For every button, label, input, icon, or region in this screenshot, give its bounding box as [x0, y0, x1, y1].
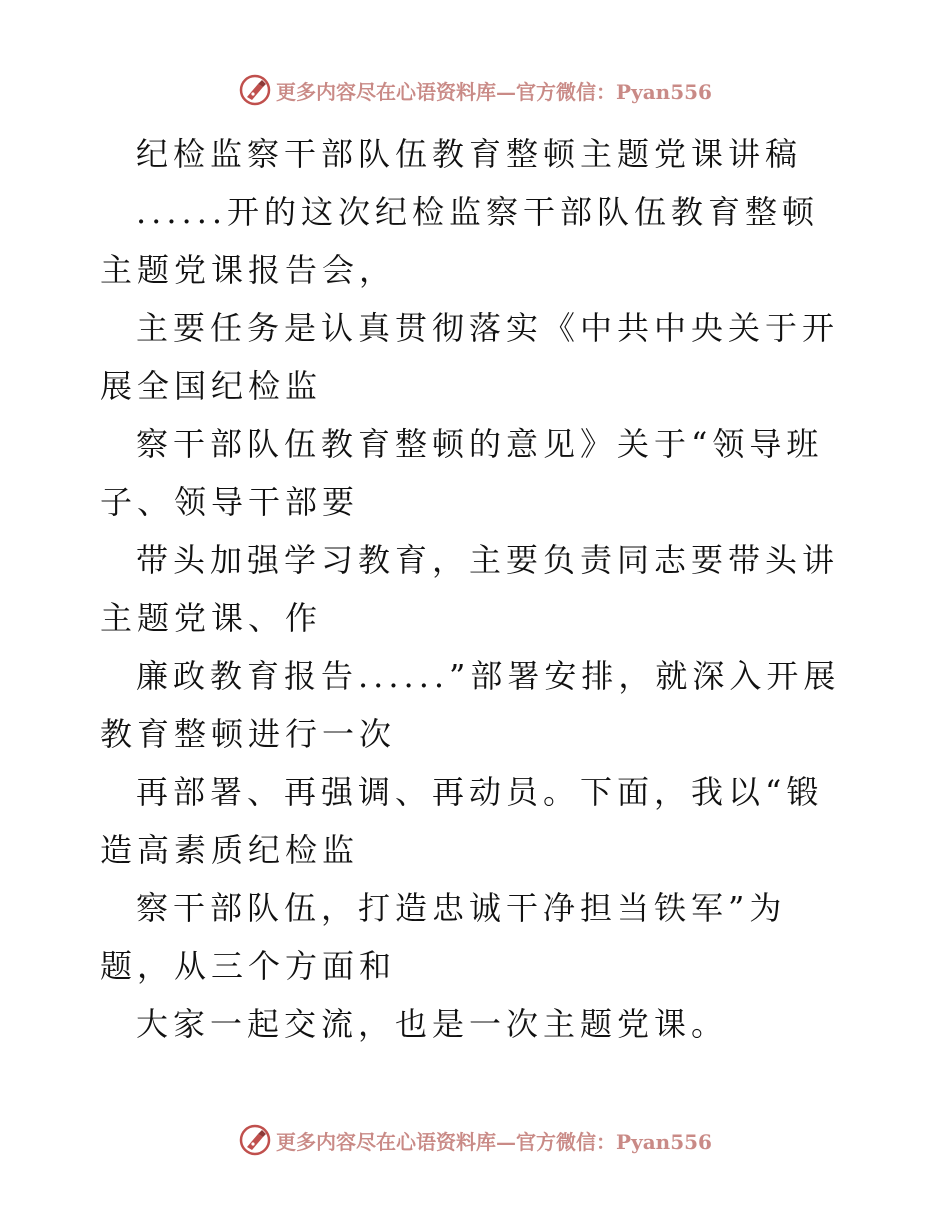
document-body	[100, 125, 855, 1053]
paragraph: ......开的这次纪检监察干部队伍教育整顿主题党课报告会，	[100, 193, 820, 289]
paragraph: 大家一起交流，也是一次主题党课。	[136, 1005, 729, 1043]
paragraph: 察干部队伍，打造忠诚干净担当铁军”为题，从三个方面和	[100, 889, 787, 985]
footer-banner-text: 更多内容尽在心语资料库—官方微信：Pyan556	[276, 1129, 712, 1154]
header-banner-text: 更多内容尽在心语资料库—官方微信：Pyan556	[276, 79, 712, 104]
paragraph: 察干部队伍教育整顿的意见》关于“领导班子、领导干部要	[100, 425, 824, 521]
pen-nib-logo-icon	[238, 1123, 272, 1157]
paragraph: 再部署、再强调、再动员。下面，我以“锻造高素质纪检监	[100, 773, 824, 869]
paragraph: 主要任务是认真贯彻落实《中共中央关于开展全国纪检监	[100, 309, 840, 405]
paragraph: 带头加强学习教育，主要负责同志要带头讲主题党课、作	[100, 541, 840, 637]
document-title: 纪检监察干部队伍教育整顿主题党课讲稿	[136, 135, 803, 173]
paragraph: 廉政教育报告......”部署安排，就深入开展教育整顿进行一次	[100, 657, 841, 753]
footer-banner	[0, 1120, 950, 1160]
pen-nib-logo-icon	[238, 73, 272, 107]
header-banner	[0, 70, 950, 110]
